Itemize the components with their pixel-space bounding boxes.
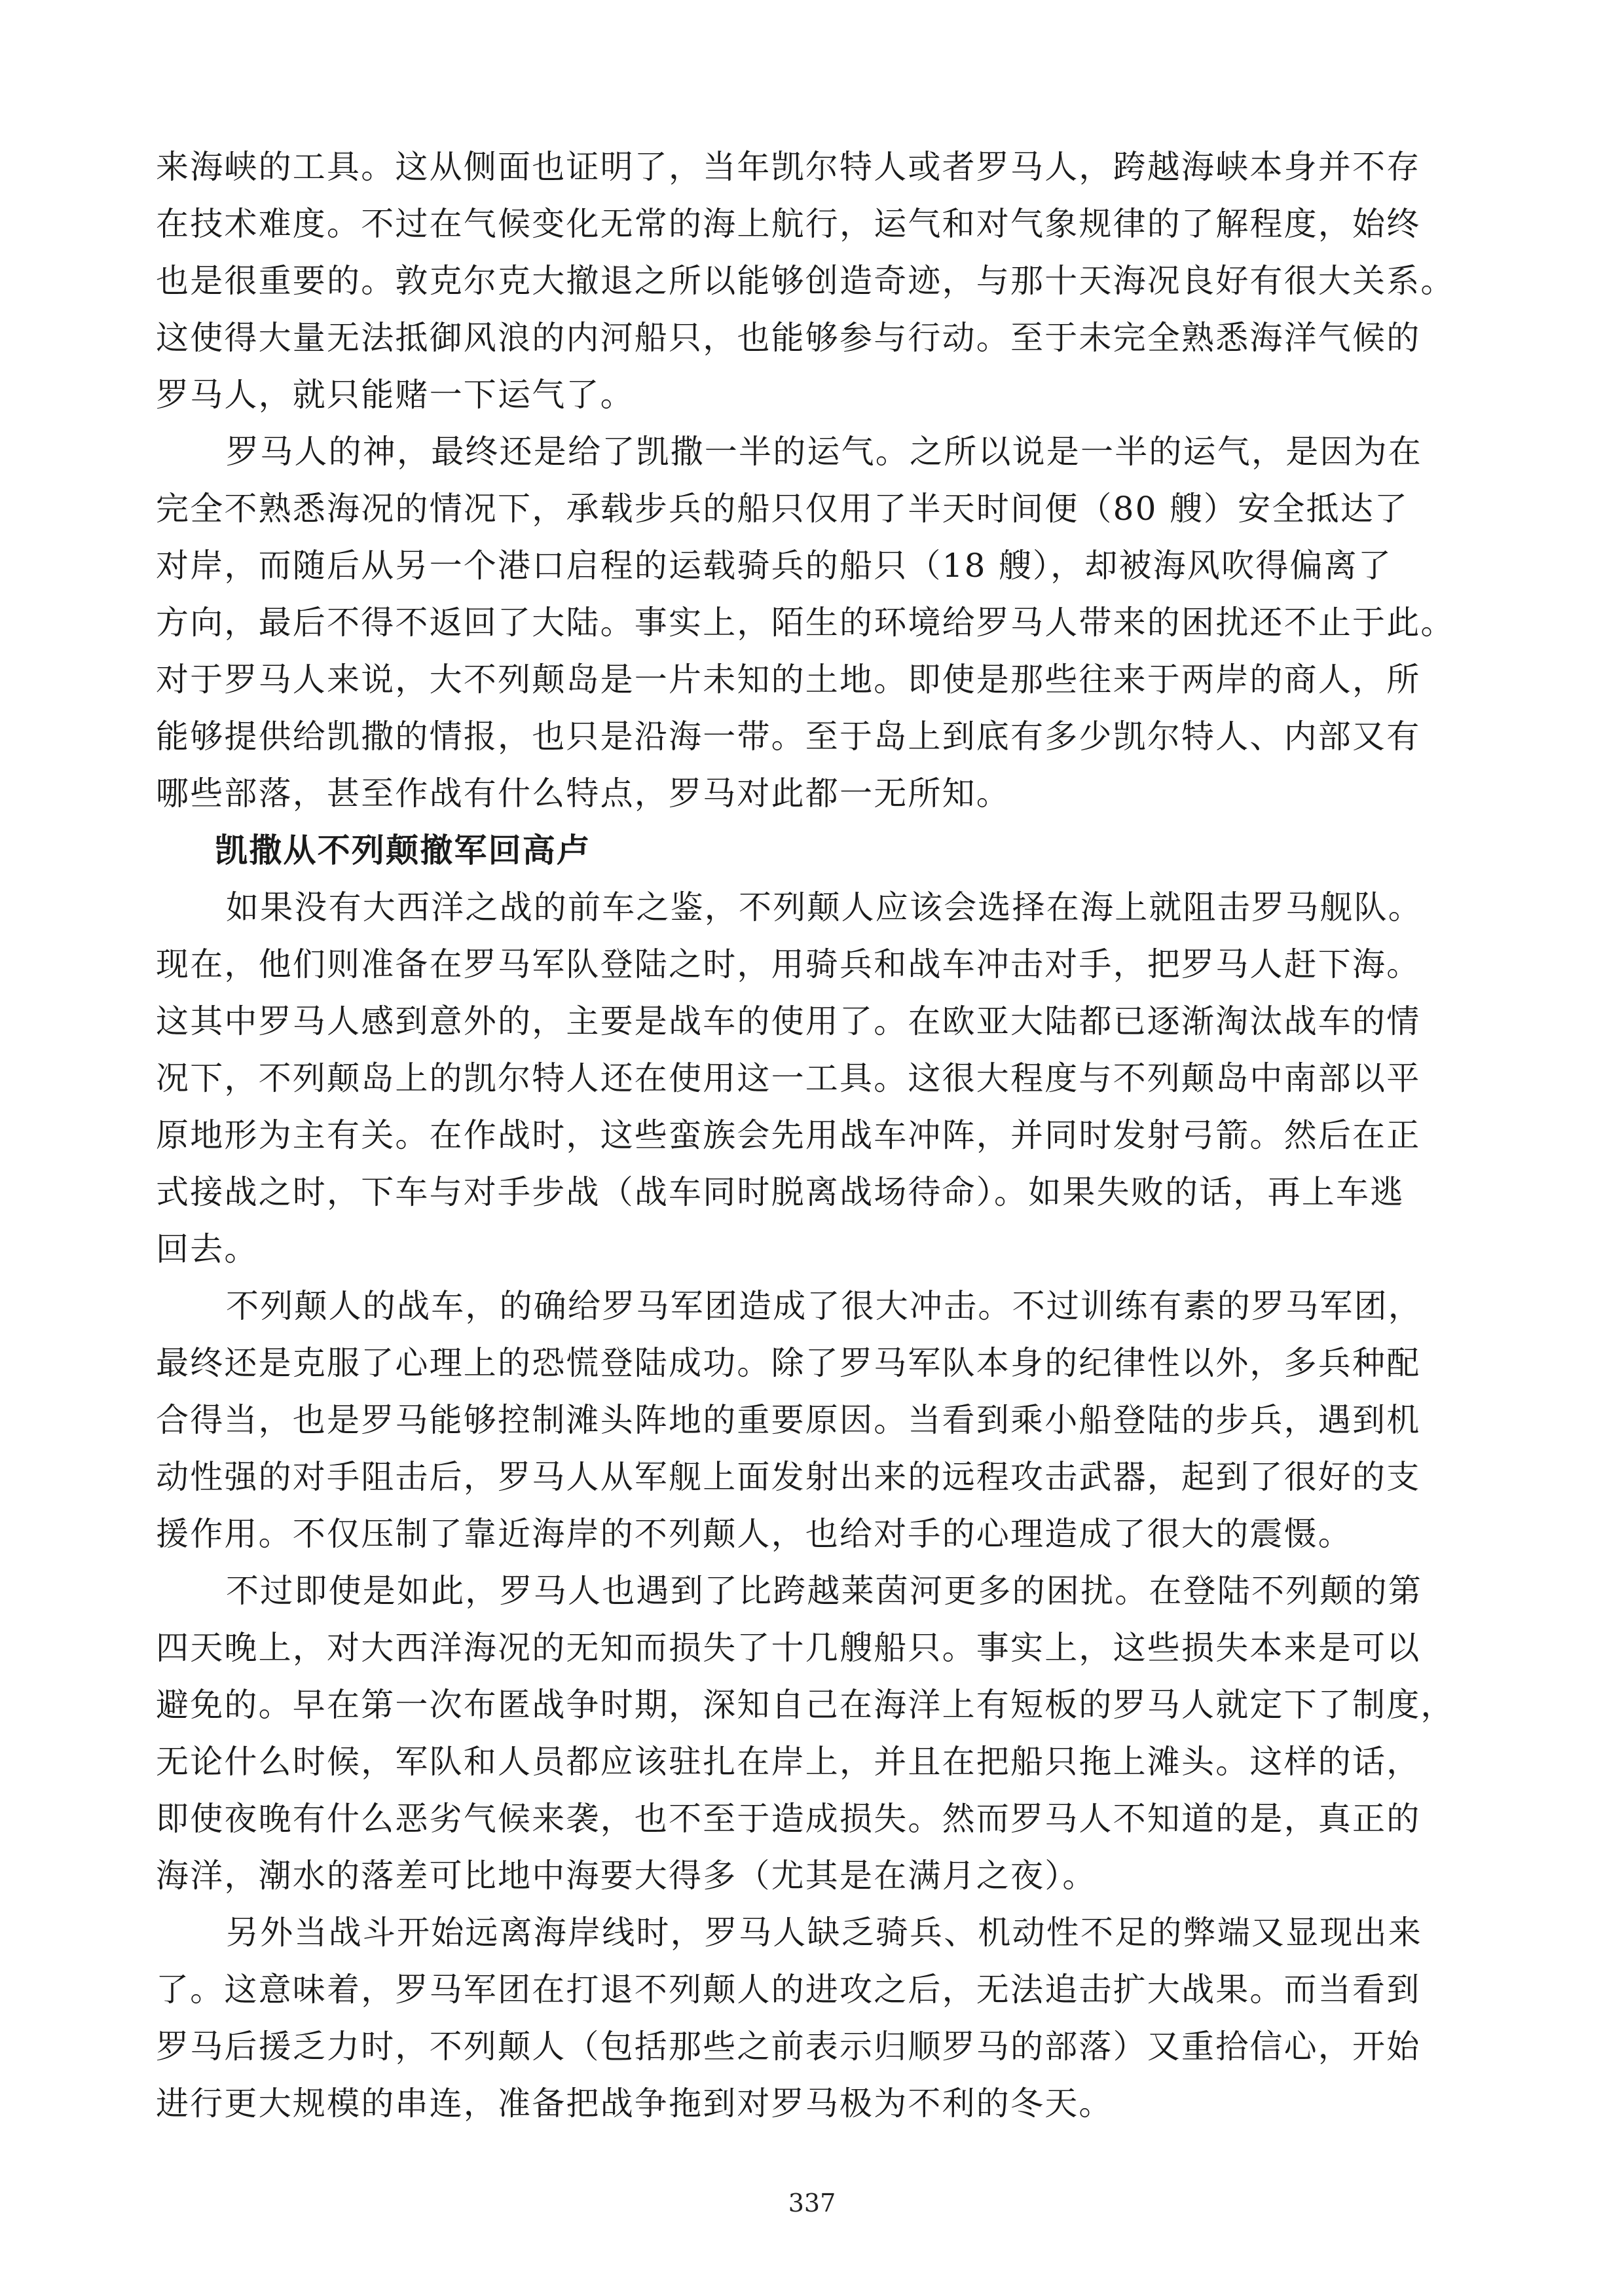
text-line: 来海峡的工具。这从侧面也证明了，当年凯尔特人或者罗马人，跨越海峡本身并不存 <box>156 148 1421 186</box>
text-line: 在技术难度。不过在气候变化无常的海上航行，运气和对气象规律的了解程度，始终 <box>156 205 1421 243</box>
text-line: 合得当，也是罗马能够控制滩头阵地的重要原因。当看到乘小船登陆的步兵，遇到机 <box>156 1401 1421 1439</box>
text-line: 罗马人的神，最终还是给了凯撒一半的运气。之所以说是一半的运气，是因为在 <box>226 433 1422 471</box>
text-line: 这使得大量无法抵御风浪的内河船只，也能够参与行动。至于未完全熟悉海洋气候的 <box>156 319 1421 357</box>
text-line: 罗马后援乏力时，不列颠人（包括那些之前表示归顺罗马的部落）又重拾信心，开始 <box>156 2028 1421 2066</box>
text-line: 回去。 <box>156 1230 259 1268</box>
paragraph-continuation <box>156 139 1468 424</box>
text-line: 对岸，而随后从另一个港口启程的运载骑兵的船只（18 艘），却被海风吹得偏离了 <box>156 547 1393 585</box>
text-line: 四天晚上，对大西洋海况的无知而损失了十几艘船只。事实上，这些损失本来是可以 <box>156 1629 1421 1667</box>
paragraph <box>156 424 1468 822</box>
text-line: 动性强的对手阻击后，罗马人从军舰上面发射出来的远程攻击武器，起到了很好的支 <box>156 1458 1421 1496</box>
text-line: 即使夜晚有什么恶劣气候来袭，也不至于造成损失。然而罗马人不知道的是，真正的 <box>156 1800 1421 1838</box>
text-line: 避免的。早在第一次布匿战争时期，深知自己在海洋上有短板的罗马人就定下了制度， <box>156 1686 1455 1724</box>
section-heading-text: 凯撒从不列颠撤军回高卢 <box>215 831 591 869</box>
text-line: 式接战之时，下车与对手步战（战车同时脱离战场待命）。如果失败的话，再上车逃 <box>156 1173 1405 1211</box>
paragraph <box>156 879 1468 1278</box>
text-line: 原地形为主有关。在作战时，这些蛮族会先用战车冲阵，并同时发射弓箭。然后在正 <box>156 1116 1421 1154</box>
text-line: 不过即使是如此，罗马人也遇到了比跨越莱茵河更多的困扰。在登陆不列颠的第 <box>226 1572 1422 1610</box>
text-line: 方向，最后不得不返回了大陆。事实上，陌生的环境给罗马人带来的困扰还不止于此。 <box>156 604 1455 642</box>
text-line: 也是很重要的。敦克尔克大撤退之所以能够创造奇迹，与那十天海况良好有很大关系。 <box>156 262 1455 300</box>
paragraph <box>156 1278 1468 1563</box>
section-heading <box>156 822 1468 879</box>
text-line: 能够提供给凯撒的情报，也只是沿海一带。至于岛上到底有多少凯尔特人、内部又有 <box>156 718 1421 756</box>
body-text <box>156 139 1468 2132</box>
text-line: 对于罗马人来说，大不列颠岛是一片未知的土地。即使是那些往来于两岸的商人，所 <box>156 661 1421 699</box>
text-line: 了。这意味着，罗马军团在打退不列颠人的进攻之后，无法追击扩大战果。而当看到 <box>156 1971 1421 2009</box>
text-line: 这其中罗马人感到意外的，主要是战车的使用了。在欧亚大陆都已逐渐淘汰战车的情 <box>156 1002 1421 1040</box>
text-line: 完全不熟悉海况的情况下，承载步兵的船只仅用了半天时间便（80 艘）安全抵达了 <box>156 490 1409 528</box>
text-line: 进行更大规模的串连，准备把战争拖到对罗马极为不利的冬天。 <box>156 2085 1113 2123</box>
text-line: 无论什么时候，军队和人员都应该驻扎在岸上，并且在把船只拖上滩头。这样的话， <box>156 1743 1421 1781</box>
paragraph <box>156 1563 1468 1904</box>
text-line: 哪些部落，甚至作战有什么特点，罗马对此都一无所知。 <box>156 774 1010 812</box>
text-line: 海洋，潮水的落差可比地中海要大得多（尤其是在满月之夜）。 <box>156 1857 1097 1895</box>
text-line: 不列颠人的战车，的确给罗马军团造成了很大冲击。不过训练有素的罗马军团， <box>226 1287 1422 1325</box>
text-line: 况下，不列颠岛上的凯尔特人还在使用这一工具。这很大程度与不列颠岛中南部以平 <box>156 1059 1421 1097</box>
text-line: 最终还是克服了心理上的恐慌登陆成功。除了罗马军队本身的纪律性以外，多兵种配 <box>156 1344 1421 1382</box>
text-line: 另外当战斗开始远离海岸线时，罗马人缺乏骑兵、机动性不足的弊端又显现出来 <box>226 1914 1422 1952</box>
text-line: 援作用。不仅压制了靠近海岸的不列颠人，也给对手的心理造成了很大的震慑。 <box>156 1515 1352 1553</box>
paragraph <box>156 1904 1468 2132</box>
text-line: 罗马人，就只能赌一下运气了。 <box>156 376 635 414</box>
text-line: 现在，他们则准备在罗马军队登陆之时，用骑兵和战车冲击对手，把罗马人赶下海。 <box>156 945 1421 983</box>
text-line: 如果没有大西洋之战的前车之鉴，不列颠人应该会选择在海上就阻击罗马舰队。 <box>226 888 1422 926</box>
page-number: 337 <box>788 2189 836 2217</box>
